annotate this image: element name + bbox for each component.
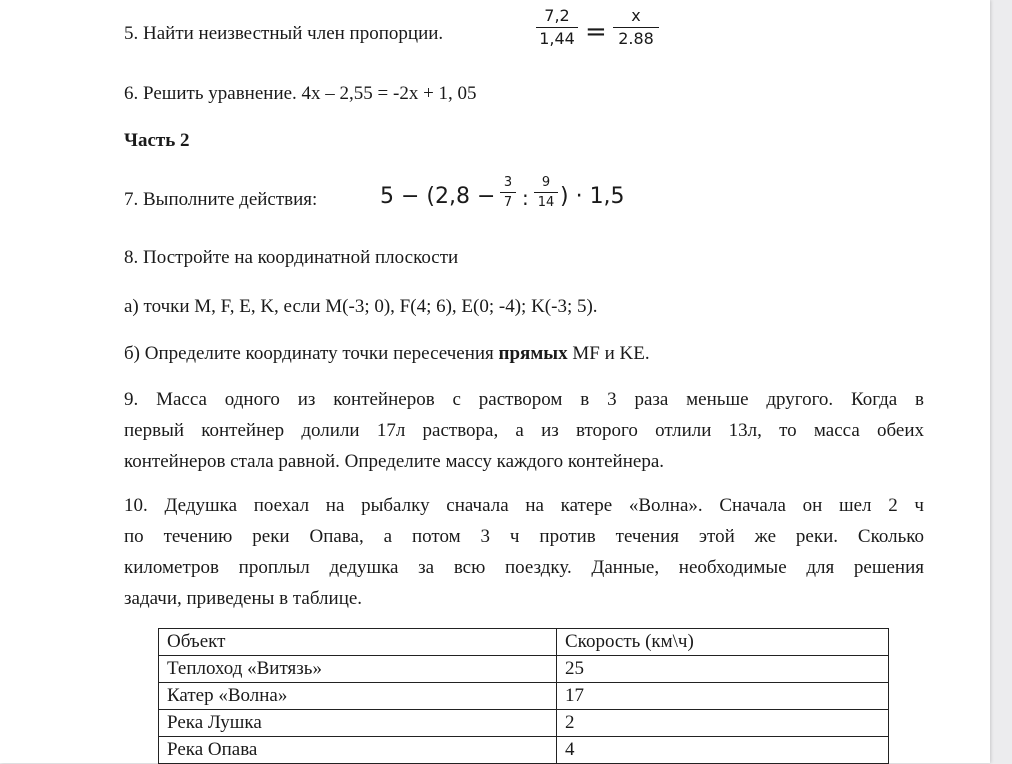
q7-expr-start: 5 − (2,8 − xyxy=(380,184,496,209)
table-header-speed: Скорость (км\ч) xyxy=(557,629,889,656)
q5-equals: = xyxy=(585,17,607,47)
fraction-bar xyxy=(500,192,516,193)
q10-line: задачи, приведены в таблице. xyxy=(124,588,363,609)
q9-line: первый контейнер долили 17л раствора, а из второго отлили 13л, то масса обеих xyxy=(124,420,924,441)
q9-line: контейнеров стала равной. Определите массу каждого контейнера. xyxy=(124,451,664,472)
q9-paragraph xyxy=(124,384,924,477)
q8-part-b-prefix: б) Определите координату точки пересечения xyxy=(124,343,499,364)
table-cell-speed: 25 xyxy=(557,656,889,683)
speed-table xyxy=(158,628,889,764)
table-row xyxy=(159,683,889,710)
q7-text: 7. Выполните действия: xyxy=(124,189,318,210)
table-header-object: Объект xyxy=(159,629,557,656)
q7-fraction-1 xyxy=(500,176,516,209)
q8-part-b xyxy=(124,344,650,363)
table-cell-object: Река Опава xyxy=(159,737,557,764)
q5-text: 5. Найти неизвестный член пропорции. xyxy=(124,23,444,44)
table-cell-object: Река Лушка xyxy=(159,710,557,737)
table-cell-speed: 4 xyxy=(557,737,889,764)
q8-part-a: а) точки M, F, E, K, если M(-3; 0), F(4; 6), E(0; -4); K(-3; 5). xyxy=(124,296,598,317)
fraction-bar xyxy=(534,192,558,193)
q5-frac1-denominator: 1,44 xyxy=(539,29,575,48)
q5-frac1-numerator: 7,2 xyxy=(544,6,570,25)
q7-expr-end: ) · 1,5 xyxy=(560,184,625,209)
q10-paragraph xyxy=(124,490,924,614)
table-cell-object: Катер «Волна» xyxy=(159,683,557,710)
q7-frac2-numerator: 9 xyxy=(541,175,551,190)
q6-text: 6. Решить уравнение. 4х – 2,55 = -2х + 1, 05 xyxy=(124,83,477,104)
q7-frac1-denominator: 7 xyxy=(503,195,513,210)
fraction-bar xyxy=(613,27,659,28)
part2-heading: Часть 2 xyxy=(124,130,190,151)
q10-line: 10. Дедушка поехал на рыбалку сначала на катере «Волна». Сначала он шел 2 ч xyxy=(124,495,924,516)
q5-frac2-denominator: 2.88 xyxy=(618,29,654,48)
table-row xyxy=(159,737,889,764)
q5-fraction-left xyxy=(536,8,578,47)
table-row xyxy=(159,710,889,737)
table-row xyxy=(159,656,889,683)
q5-fraction-right xyxy=(613,8,659,47)
q5-frac2-numerator: x xyxy=(631,6,641,25)
table-header-row xyxy=(159,629,889,656)
table-cell-speed: 2 xyxy=(557,710,889,737)
q8-part-b-bold: прямых xyxy=(498,343,568,364)
q10-line: по течению реки Опава, а потом 3 ч против течения этой же реки. Сколько xyxy=(124,526,924,547)
fraction-bar xyxy=(536,27,578,28)
q7-colon: : xyxy=(522,186,529,210)
q7-frac1-numerator: 3 xyxy=(503,175,513,190)
table-cell-speed: 17 xyxy=(557,683,889,710)
q7-frac2-denominator: 14 xyxy=(537,195,555,210)
q9-line: 9. Масса одного из контейнеров с раствором в 3 раза меньше другого. Когда в xyxy=(124,389,924,410)
q7-fraction-2 xyxy=(534,176,558,209)
q8-part-b-suffix: MF и KE. xyxy=(567,343,650,364)
q10-line: километров проплыл дедушка за всю поездку. Данные, необходимые для решения xyxy=(124,557,924,578)
table-cell-object: Теплоход «Витязь» xyxy=(159,656,557,683)
q8-text: 8. Постройте на координатной плоскости xyxy=(124,247,459,268)
